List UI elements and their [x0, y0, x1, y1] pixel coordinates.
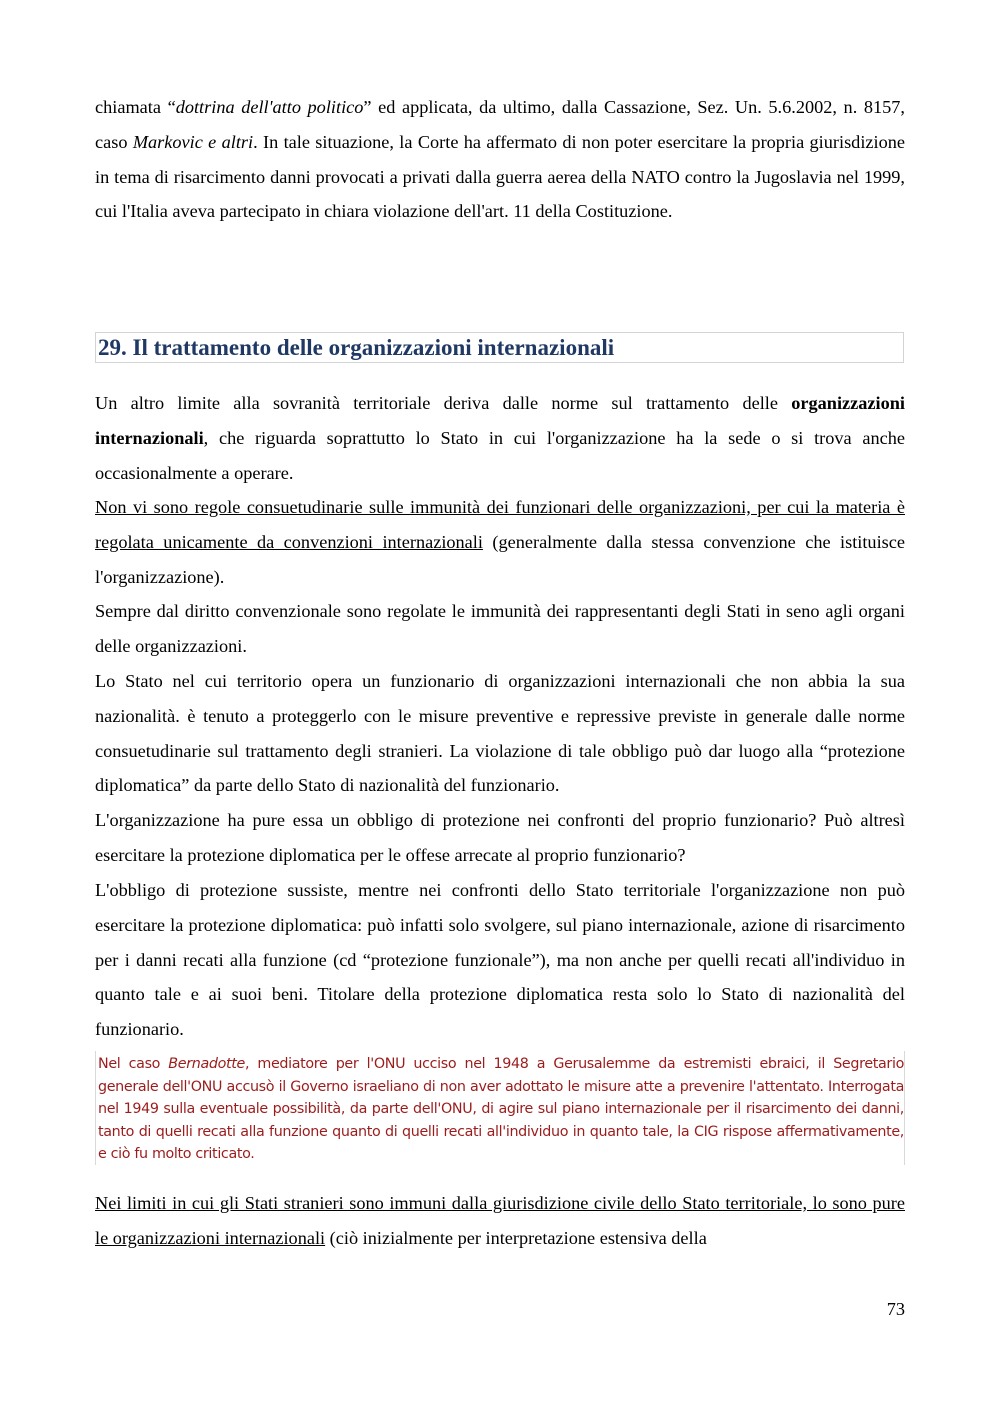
- case-note-bernadotte: [98, 1053, 904, 1166]
- paragraph-diritto-convenzionale: Sempre dal diritto convenzionale sono regolate le immunità dei rappresentanti degli Stati in seno agli organi delle organizzazioni.: [95, 601, 905, 656]
- italic-case-name: Bernadotte: [168, 1056, 245, 1072]
- text-run: , mediatore per l'ONU ucciso nel 1948 a Gerusalemme da estremisti ebraici, il Segretario generale dell'ONU accusò il Governo israeliano di non aver adottato le misure atte a prevenire l'attentato. Interrogata nel 1949 sulla eventuale possibilità, da parte dell'ONU, di agire sul piano internazionale per il risarcimento dei danni, tanto di quelli recati alla funzione quanto di quelli recati all'individuo in quanto tale, la CIG rispose affermativamente, e ciò fu molto criticato.: [98, 1056, 904, 1162]
- text-run: . In tale situazione, la Corte ha affermato di non poter esercitare la propria giurisdizione in tema di risarcimento danni provocati a privati dalla guerra aerea della NATO contro la Jugoslavia nel 1999, cui l'Italia aveva partecipato in chiara violazione dell'art. 11 della Costituzione.: [95, 131, 905, 222]
- paragraph-obbligo-protezione-question: L'organizzazione ha pure essa un obbligo di protezione nei confronti del proprio funzionario? Può altresì esercitare la protezione diplomatica per le offese arrecate al proprio funzionario?: [95, 810, 905, 865]
- text-run: chiamata “: [95, 97, 176, 117]
- paragraph-obbligo-protezione-answer: L'obbligo di protezione sussiste, mentre nei confronti dello Stato territoriale l'organizzazione non può esercitare la protezione diplomatica: può infatti solo svolgere, sul piano internazionale, azione di risarcimento per i danni recati alla funzione (cd “protezione funzionale”), ma non anche per quelli recati all'individuo in quanto tale e ai suoi beni. Titolare della protezione diplomatica resta solo lo Stato di nazionalità del funzionario.: [95, 880, 905, 1040]
- underlined-statement: Nei limiti in cui gli Stati stranieri sono immuni dalla giurisdizione civile dello Stato territoriale, lo sono pure le organizzazioni internazionali: [95, 1193, 905, 1248]
- paragraph-limiti-immunita: [95, 1186, 905, 1256]
- text-run: , che riguarda soprattutto lo Stato in cui l'organizzazione ha la sede o si trova anche occasionalmente a operare.: [95, 427, 905, 483]
- underlined-statement: Non vi sono regole consuetudinarie sulle immunità dei funzionari delle organizzazioni, per cui la materia è regolata unicamente da convenzioni internazionali: [95, 497, 905, 552]
- paragraph-stato-territorio: Lo Stato nel cui territorio opera un funzionario di organizzazioni internazionali che non abbia la sua nazionalità. è tenuto a proteggerlo con le misure preventive e repressive previste in generale dalle norme consuetudinarie sul trattamento degli stranieri. La violazione di tale obbligo può dar luogo alla “protezione diplomatica” da parte dello Stato di nazionalità del funzionario.: [95, 671, 905, 796]
- paragraph-regole-consuetudinarie: [95, 490, 905, 594]
- case-note-box: [95, 1051, 905, 1165]
- bold-term: organizzazioni internazionali: [95, 393, 905, 448]
- paragraph-dottrina-atto-politico: [95, 90, 905, 229]
- paragraph-limite-sovranita: [95, 386, 905, 490]
- section-heading: 29. Il trattamento delle organizzazioni internazionali: [98, 335, 615, 360]
- text-run: (ciò inizialmente per interpretazione estensiva della: [325, 1227, 707, 1248]
- section-heading-box: [95, 332, 904, 363]
- text-run: Un altro limite alla sovranità territoriale deriva dalle norme sul trattamento delle: [95, 393, 792, 413]
- italic-term: dottrina dell'atto politico: [175, 97, 364, 117]
- text-run: Nel caso: [98, 1056, 169, 1072]
- page-number: 73: [886, 1299, 905, 1319]
- italic-case-name: Markovic e altri: [132, 131, 254, 152]
- text-run: (generalmente dalla stessa convenzione che istituisce l'organizzazione).: [95, 531, 905, 587]
- text-run: ” ed applicata, da ultimo, dalla Cassazione, Sez. Un. 5.6.2002, n. 8157, caso: [95, 97, 905, 152]
